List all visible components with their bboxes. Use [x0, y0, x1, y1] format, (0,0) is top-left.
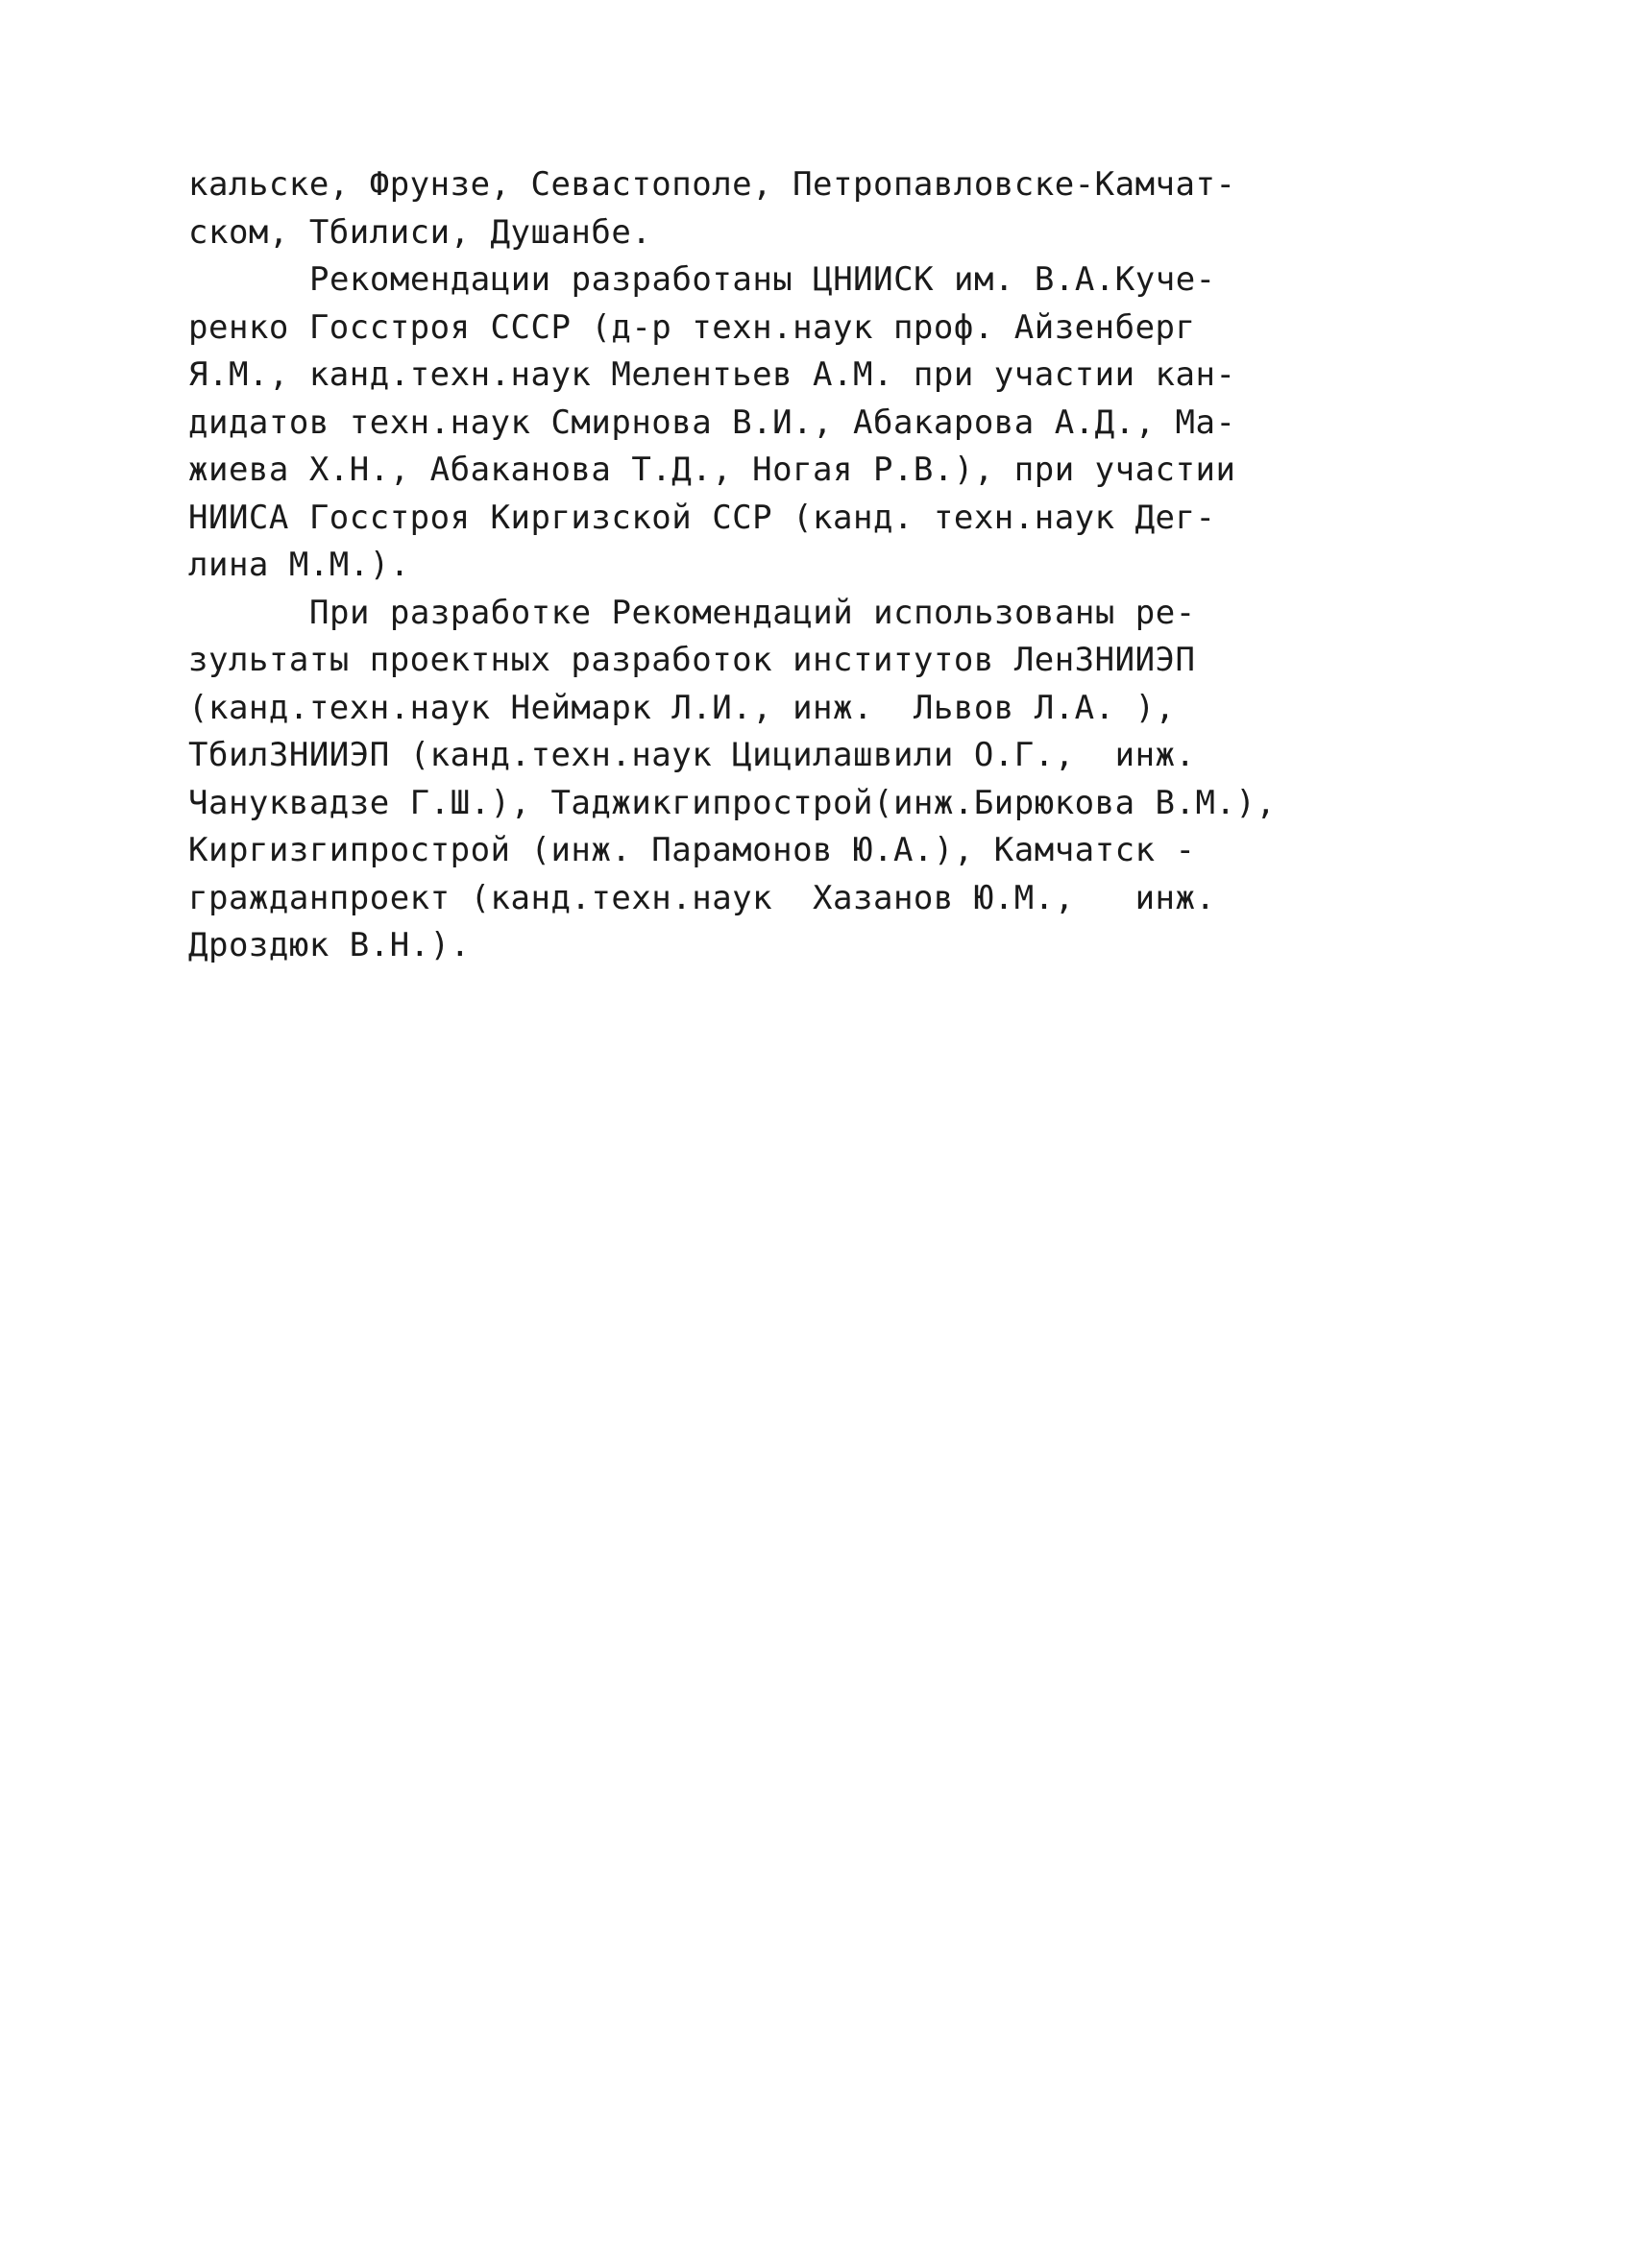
- text-line: Киргизгипрострой (инж. Парамонов Ю.А.), Камчатск -: [188, 831, 1196, 869]
- text-line: зультаты проектных разработок институтов ЛенЗНИИЭП: [188, 641, 1196, 679]
- text-line: Дроздюк В.Н.).: [188, 926, 471, 964]
- text-line: жиева Х.Н., Абаканова Т.Д., Ногая Р.В.), при участии: [188, 451, 1236, 489]
- text-line: (канд.техн.наук Неймарк Л.И., инж. Львов Л.А. ),: [188, 688, 1176, 727]
- text-line: НИИСА Госстроя Киргизской ССР (канд. техн.наук Дег-: [188, 498, 1216, 537]
- text-line: гражданпроект (канд.техн.наук Хазанов Ю.М., инж.: [188, 878, 1216, 917]
- text-line: Чануквадзе Г.Ш.), Таджикгипрострой(инж.Бирюкова В.М.),: [188, 783, 1277, 822]
- body-text: [188, 161, 1475, 970]
- paragraph-start-line: При разработке Рекомендаций использованы ре-: [309, 593, 1196, 632]
- text-line: лина М.М.).: [188, 546, 410, 584]
- text-line: кальске, Фрунзе, Севастополе, Петропавловске-Камчат-: [188, 165, 1236, 204]
- text-line: Я.М., канд.техн.наук Мелентьев А.М. при участии кан-: [188, 355, 1236, 394]
- paragraph-start-line: Рекомендации разработаны ЦНИИСК им. В.А.Куче-: [309, 260, 1216, 299]
- text-line: ренко Госстроя СССР (д-р техн.наук проф. Айзенберг: [188, 307, 1196, 347]
- text-line: дидатов техн.наук Смирнова В.И., Абакарова А.Д., Ма-: [188, 402, 1236, 442]
- text-line: ском, Тбилиси, Душанбе.: [188, 212, 652, 252]
- text-line: ТбилЗНИИЭП (канд.техн.наук Цицилашвили О.Г., инж.: [188, 736, 1196, 774]
